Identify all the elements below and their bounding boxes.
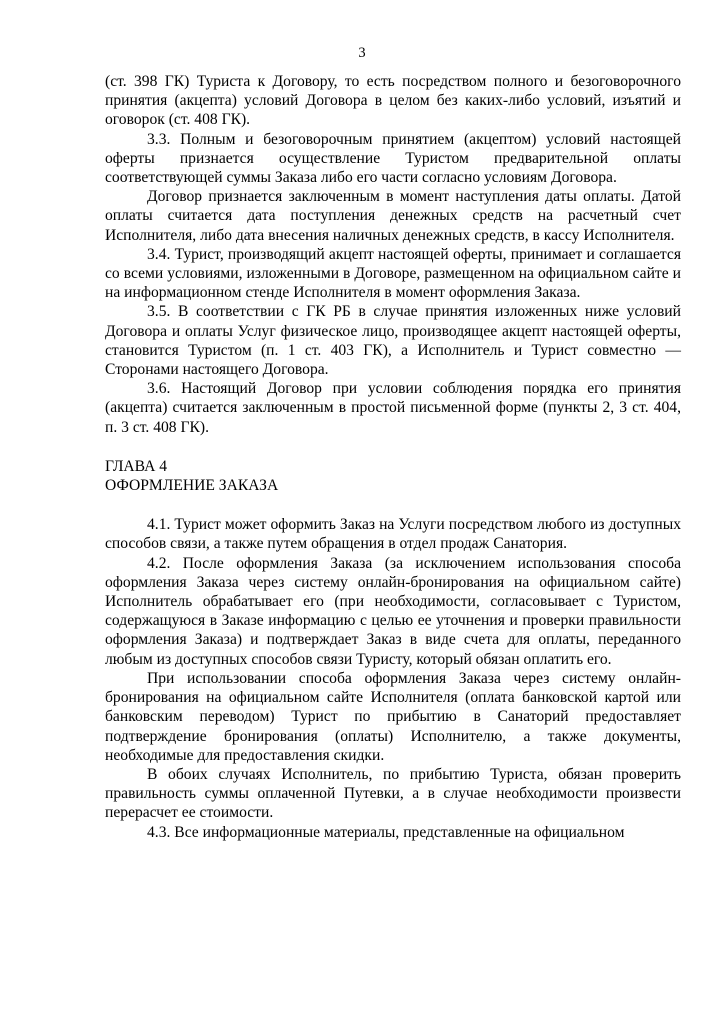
paragraph-continuation: (ст. 398 ГК) Туриста к Договору, то есть посредством полного и безоговорочного принятия (акцепта) условий Договора в целом без каких-либо условий, изъятий и оговорок (ст. 408 ГК). bbox=[105, 73, 681, 129]
paragraph-4-1: 4.1. Турист может оформить Заказ на Услуги посредством любого из доступных способов связи, а также путем обращения в отдел продаж Санатория. bbox=[105, 516, 681, 553]
document-body bbox=[105, 72, 681, 842]
paragraph-online-booking: При использовании способа оформления Заказа через систему онлайн-бронирования на официальном сайте Исполнителя (оплата банковской картой или банковским переводом) Турист по прибытию в Санаторий предоставляет подтверждение бронирования (оплаты) Исполнителю, а также документы, необходимые для предоставления скидки. bbox=[105, 669, 681, 764]
paragraph-3-3: 3.3. Полным и безоговорочным принятием (акцептом) условий настоящей оферты признается осуществление Туристом предварительной оплаты соответствующей суммы Заказа либо его части согласно условиям Договора. bbox=[105, 130, 681, 187]
paragraph-3-5: 3.5. В соответствии с ГК РБ в случае принятия изложенных ниже условий Договора и оплаты Услуг физическое лицо, производящее акцепт настоящей оферты, становится Туристом (п. 1 ст. 403 ГК), а Исполнитель и Турист совместно — Сторонами настоящего Договора. bbox=[105, 303, 681, 379]
paragraph-3-4: 3.4. Турист, производящий акцепт настоящей оферты, принимает и соглашается со всеми условиями, изложенными в Договоре, размещенном на официальном сайте и на информационном стенде Исполнителя в момент оформления Заказа. bbox=[105, 245, 681, 302]
chapter-heading-block bbox=[105, 457, 681, 495]
page-number: 3 bbox=[358, 45, 366, 61]
paragraph-contract-concluded: Договор признается заключенным в момент наступления даты оплаты. Датой оплаты считается дата поступления денежных средств на расчетный счет Исполнителя, либо дата внесения наличных денежных средств, в кассу Исполнителя. bbox=[105, 188, 681, 244]
chapter-title: ОФОРМЛЕНИЕ ЗАКАЗА bbox=[105, 477, 279, 495]
paragraph-3-6: 3.6. Настоящий Договор при условии соблюдения порядка его принятия (акцепта) считается заключенным в простой письменной форме (пункты 2, 3 ст. 404, п. 3 ст. 408 ГК). bbox=[105, 380, 681, 436]
paragraph-4-2: 4.2. После оформления Заказа (за исключением использования способа оформления Заказа через систему онлайн-бронирования на официальном сайте) Исполнитель обрабатывает его (при необходимости, согласовывает с Туристом, содержащуюся в Заказе информацию с целью ее уточнения и проверки правильности оформления Заказа) и подтверждает Заказ в виде счета для оплаты, переданного любым из доступных способов связи Туристу, который обязан оплатить его. bbox=[105, 554, 681, 668]
paragraph-4-3: 4.3. Все информационные материалы, представленные на официальном bbox=[147, 823, 625, 841]
paragraph-both-cases: В обоих случаях Исполнитель, по прибытию Туриста, обязан проверить правильность суммы оплаченной Путевки, а в случае необходимости произвести перерасчет ее стоимости. bbox=[105, 765, 681, 822]
chapter-number: ГЛАВА 4 bbox=[105, 457, 168, 475]
